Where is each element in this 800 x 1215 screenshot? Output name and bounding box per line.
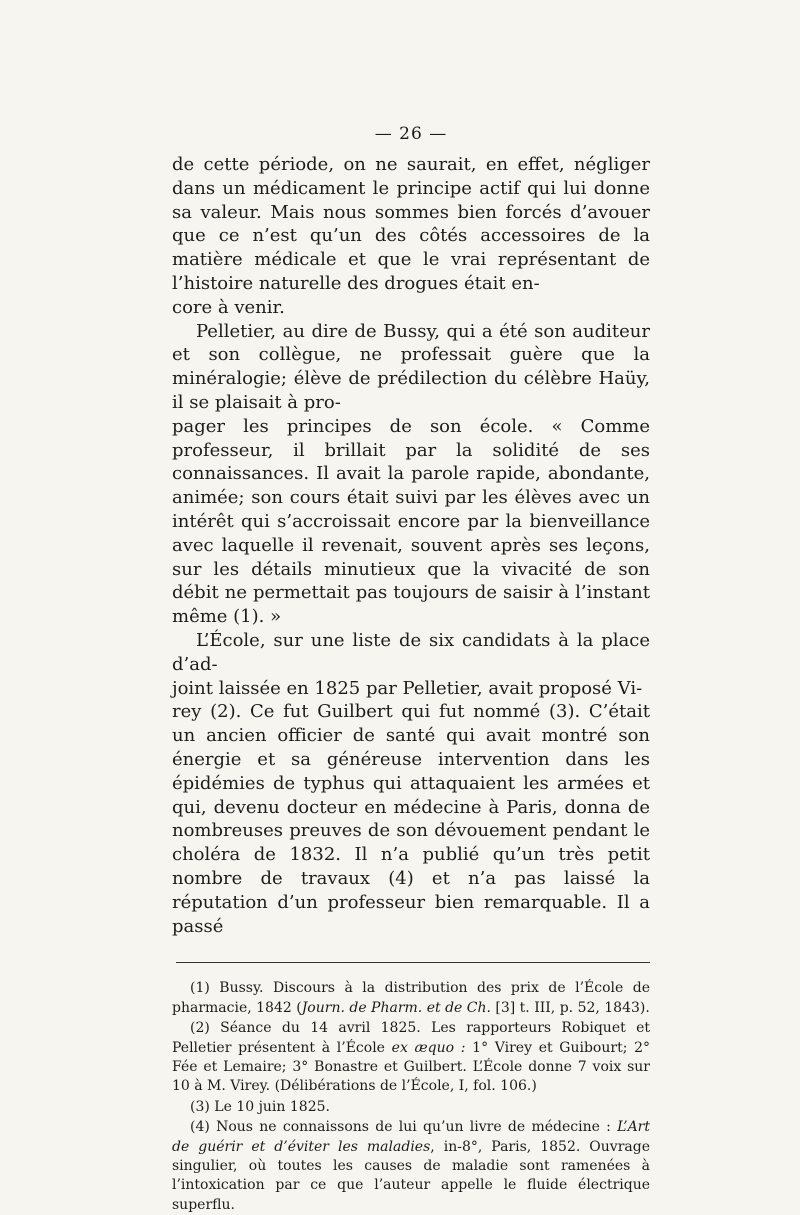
paragraph-3-part-3: rey (2). Ce fut Guilbert qui fut nommé (3). C’était un ancien officier de santé qui avait montré son énergie et sa généreuse intervention dans les épidémies de typhus qui attaquaient les armées et qui, devenu docteur en médecine à Paris, donna de nombreuses preuves de son dévouement pendant le choléra de 1832. Il n’a publié qu’un très petit nombre de travaux (4) et n’a pas laissé la réputation d’un professeur bien remarquable. Il a passé	[172, 701, 650, 937]
footnote-4	[172, 1118, 650, 1215]
footnote-3-run-1: (3) Le 10 juin 1825.	[190, 1098, 330, 1115]
paragraph-3-part-2: joint laissée en 1825 par Pelletier, avait proposé Vi-	[172, 677, 643, 699]
book-page	[172, 124, 650, 1215]
page-number: — 26 —	[374, 124, 448, 144]
footnote-4-book-title: L’Art de guérir et d’éviter les maladies	[172, 1119, 650, 1155]
paragraph-2	[172, 320, 650, 629]
footnote-1-run-1: (1) Bussy. Discours à la distribution des prix de l’École de pharmacie, 1842 (	[172, 980, 650, 1016]
footnote-2-latin-phrase: ex æquo :	[391, 1039, 466, 1056]
paragraph-3	[172, 629, 650, 938]
paragraph-2-part-2: pager les principes de son école. « Comme professeur, il brillait par la solidité de ses connaissances. Il avait la parole rapide, abondante, animée; son cours était suivi par les élèves avec un intérêt qui s’accroissait encore par la bienveillance avec laquelle il revenait, souvent après ses leçons, sur les détails minutieux que la vivacité de son débit ne permettait pas toujours de saisir à l’instant même (1). »	[172, 415, 650, 628]
paragraph-2-part-1: Pelletier, au dire de Bussy, qui a été son auditeur et son collègue, ne professait guère que la minéralogie; élève de prédilection du célèbre Haüy, il se plaisait à pro-	[172, 320, 650, 413]
footnote-2-run-1: (2) Séance du 14 avril 1825. Les rapporteurs Robiquet et Pelletier présentent à l’École	[172, 1020, 650, 1056]
paragraph-1-part-1: de cette période, on ne saurait, en effet, négliger dans un médicament le principe actif qui lui donne sa valeur. Mais nous sommes bien forcés d’avouer que ce n’est qu’un des côtés accessoires de la matière médicale et que le vrai représentant de l’histoire naturelle des drogues était en-	[172, 154, 650, 294]
footnote-3	[172, 1098, 650, 1117]
footnote-4-run-3: , in-8°, Paris, 1852. Ouvrage singulier, où toutes les causes de maladie sont ramenées à l’intoxication par ce que l’auteur appelle le fluide électrique superflu.	[172, 1138, 650, 1213]
footnote-1-run-3: [3] t. III, p. 52, 1843).	[490, 999, 650, 1016]
body-text	[172, 153, 650, 938]
paragraph-1-part-2: core à venir.	[172, 296, 285, 318]
footnote-2-run-3: 1° Virey et Guibourt; 2° Fée et Lemaire; 3° Bonastre et Guilbert. L’École donne 7 voix sur 10 à M. Virey. (Délibérations de l’École, I, fol. 106.)	[172, 1039, 650, 1095]
footnotes	[172, 979, 650, 1215]
paragraph-1	[172, 153, 650, 320]
footnote-1-journal-title: Journ. de Pharm. et de Ch.	[301, 999, 491, 1016]
footnote-2	[172, 1019, 650, 1097]
paragraph-3-part-1: L’École, sur une liste de six candidats à la place d’ad-	[172, 629, 650, 675]
footnote-4-run-1: (4) Nous ne connaissons de lui qu’un livre de médecine :	[190, 1119, 618, 1136]
footnote-1	[172, 979, 650, 1018]
footnote-rule	[176, 962, 650, 963]
